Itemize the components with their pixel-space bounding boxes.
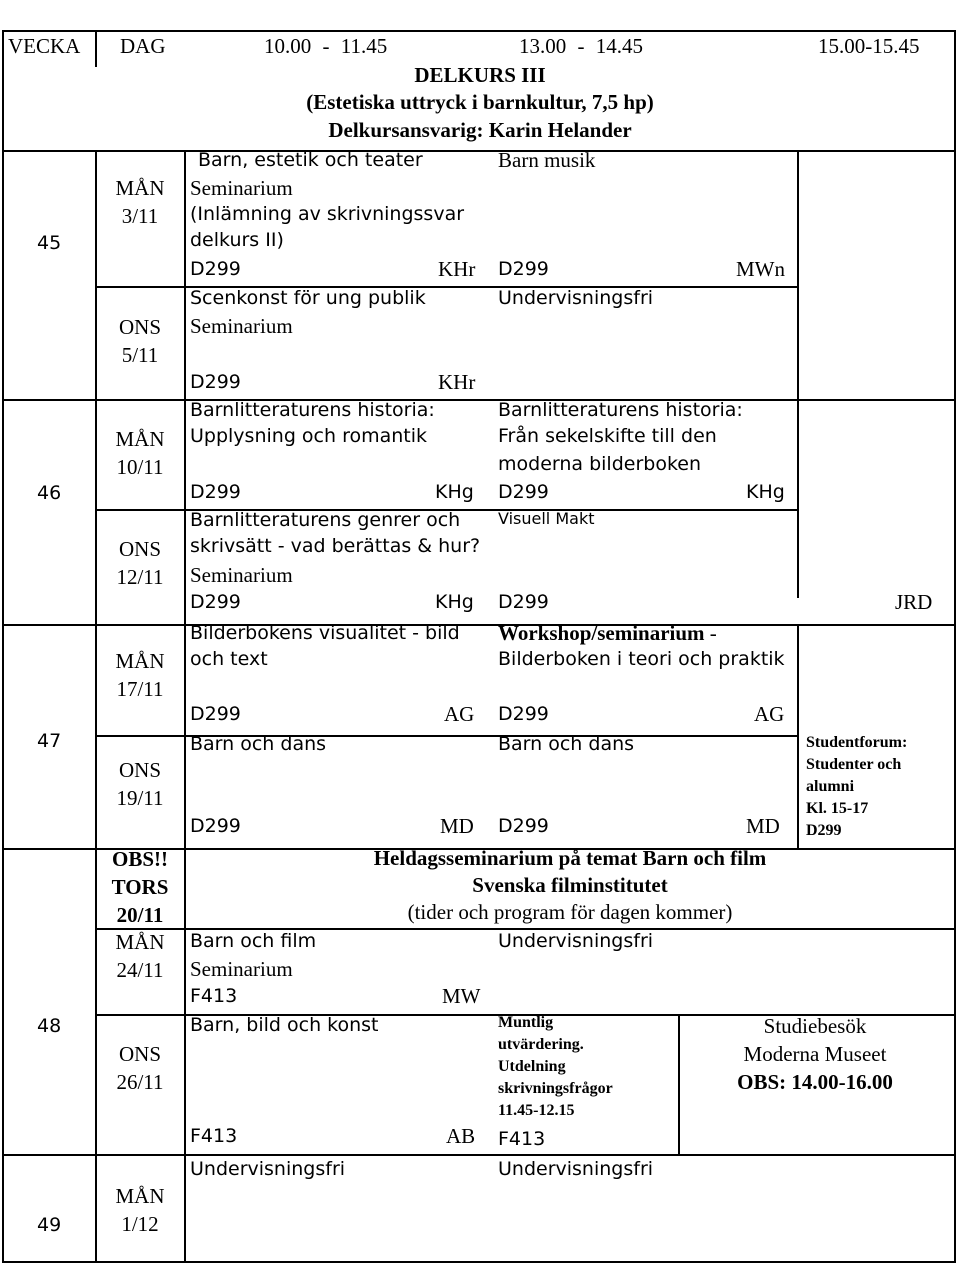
session-title: Barn och dans bbox=[190, 733, 327, 755]
week-number: 46 bbox=[37, 482, 62, 504]
week-divider bbox=[4, 624, 954, 626]
header-vecka: VECKA bbox=[8, 34, 81, 58]
day-label: MÅN 10/11 bbox=[115, 427, 165, 479]
header-divider bbox=[4, 150, 954, 152]
session-teacher: KHg bbox=[435, 591, 474, 613]
header-dag: DAG bbox=[120, 34, 166, 58]
session-title: Från sekelskifte till den bbox=[498, 425, 717, 447]
session-title: Barnlitteraturens historia: bbox=[190, 399, 435, 421]
header-slot-morning: 10.00 - 11.45 bbox=[264, 34, 388, 58]
week-divider bbox=[4, 399, 954, 401]
session-teacher: MD bbox=[746, 814, 780, 838]
session-type: Seminarium bbox=[190, 314, 293, 338]
session-room: F413 bbox=[190, 1125, 238, 1147]
session-teacher: AG bbox=[754, 702, 785, 726]
session-title: Barn, estetik och teater bbox=[198, 149, 423, 171]
session-room: D299 bbox=[190, 481, 241, 503]
session-teacher: MWn bbox=[736, 257, 785, 281]
session-title: moderna bilderboken bbox=[498, 453, 702, 475]
session-teacher: AG bbox=[444, 702, 475, 726]
session-note: (Inlämning av skrivningssvar bbox=[190, 203, 465, 225]
session-title: Scenkonst för ung publik bbox=[190, 287, 426, 309]
week-col-divider bbox=[95, 32, 97, 67]
session-room: D299 bbox=[190, 815, 241, 837]
session-subtitle: Bilderboken i teori och praktik bbox=[498, 648, 785, 670]
session-title: Undervisningsfri bbox=[190, 1158, 346, 1180]
session-type: Seminarium bbox=[190, 176, 293, 200]
session-type: Seminarium bbox=[190, 957, 293, 981]
session-room: D299 bbox=[190, 703, 241, 725]
session-title: Barn, bild och konst bbox=[190, 1014, 379, 1036]
day-label: ONS 5/11 bbox=[118, 315, 161, 367]
session-teacher: JRD bbox=[895, 590, 933, 614]
study-visit-note: Studiebesök Moderna Museet OBS: 14.00-16.00 bbox=[737, 1014, 893, 1094]
week-number: 48 bbox=[37, 1015, 62, 1037]
session-room: D299 bbox=[498, 815, 549, 837]
week-number: 45 bbox=[37, 232, 62, 254]
evaluation-note: Muntlig utvärdering. Utdelning skrivningsfrågor 11.45-12.15 bbox=[498, 1014, 613, 1119]
fullday-seminar-venue: Svenska filminstitutet bbox=[472, 873, 668, 897]
session-title: Barnlitteraturens historia: bbox=[498, 399, 743, 421]
course-title: DELKURS III bbox=[414, 63, 546, 87]
session-title: Barn och dans bbox=[498, 733, 635, 755]
header-slot-late: 15.00-15.45 bbox=[818, 34, 920, 58]
session-room: D299 bbox=[498, 703, 549, 725]
session-room: F413 bbox=[498, 1128, 546, 1150]
week-number: 49 bbox=[37, 1214, 62, 1236]
session-title: Workshop/seminarium - bbox=[498, 621, 717, 645]
session-room: D299 bbox=[190, 371, 241, 393]
studentforum-note: Studentforum: Studenter och alumni Kl. 15-17 D299 bbox=[806, 734, 908, 839]
afternoon-col-divider bbox=[678, 1014, 680, 1154]
day-label: ONS 12/11 bbox=[116, 537, 164, 589]
fullday-seminar-title: Heldagsseminarium på temat Barn och film bbox=[373, 846, 767, 870]
header-slot-afternoon: 13.00 - 14.45 bbox=[519, 34, 643, 58]
session-title: Undervisningsfri bbox=[498, 1158, 654, 1180]
session-title: Barn och film bbox=[190, 930, 317, 952]
session-teacher: KHr bbox=[438, 257, 476, 281]
afternoon-col-divider bbox=[797, 150, 799, 598]
session-title: Barn musik bbox=[498, 148, 596, 172]
session-title: Bilderbokens visualitet - bild bbox=[190, 622, 460, 644]
course-responsible: Delkursansvarig: Karin Helander bbox=[328, 118, 632, 142]
course-subtitle: (Estetiska uttryck i barnkultur, 7,5 hp) bbox=[306, 90, 654, 114]
session-room: D299 bbox=[498, 258, 549, 280]
session-title: Undervisningsfri bbox=[498, 930, 654, 952]
session-teacher: MD bbox=[440, 814, 474, 838]
session-teacher: MW bbox=[442, 984, 481, 1008]
day-label: ONS 26/11 bbox=[116, 1042, 164, 1094]
day-label: MÅN 17/11 bbox=[115, 649, 165, 701]
session-room: D299 bbox=[190, 258, 241, 280]
day-label: MÅN 3/11 bbox=[115, 176, 165, 228]
session-title: Visuell Makt bbox=[498, 509, 595, 528]
week-number: 47 bbox=[37, 730, 62, 752]
week-divider bbox=[4, 1154, 954, 1156]
day-label: MÅN 24/11 bbox=[115, 930, 165, 982]
session-teacher: KHg bbox=[746, 481, 785, 503]
session-teacher: KHr bbox=[438, 370, 476, 394]
session-title: Barnlitteraturens genrer och bbox=[190, 509, 461, 531]
session-title: och text bbox=[190, 648, 268, 670]
session-type: Seminarium bbox=[190, 563, 293, 587]
day-label: MÅN 1/12 bbox=[115, 1184, 165, 1236]
fullday-seminar-note: (tider och program för dagen kommer) bbox=[407, 900, 733, 924]
day-label: OBS!! TORS 20/11 bbox=[111, 847, 169, 927]
session-teacher: AB bbox=[446, 1124, 476, 1148]
session-room: D299 bbox=[190, 591, 241, 613]
session-teacher: KHg bbox=[435, 481, 474, 503]
session-title: Upplysning och romantik bbox=[190, 425, 428, 447]
session-note: delkurs II) bbox=[190, 229, 284, 251]
session-title: skrivsätt - vad berättas & hur? bbox=[190, 535, 481, 557]
session-room: D299 bbox=[498, 591, 549, 613]
session-room: F413 bbox=[190, 985, 238, 1007]
session-title: Undervisningsfri bbox=[498, 287, 654, 309]
day-label: ONS 19/11 bbox=[116, 758, 164, 810]
session-room: D299 bbox=[498, 481, 549, 503]
